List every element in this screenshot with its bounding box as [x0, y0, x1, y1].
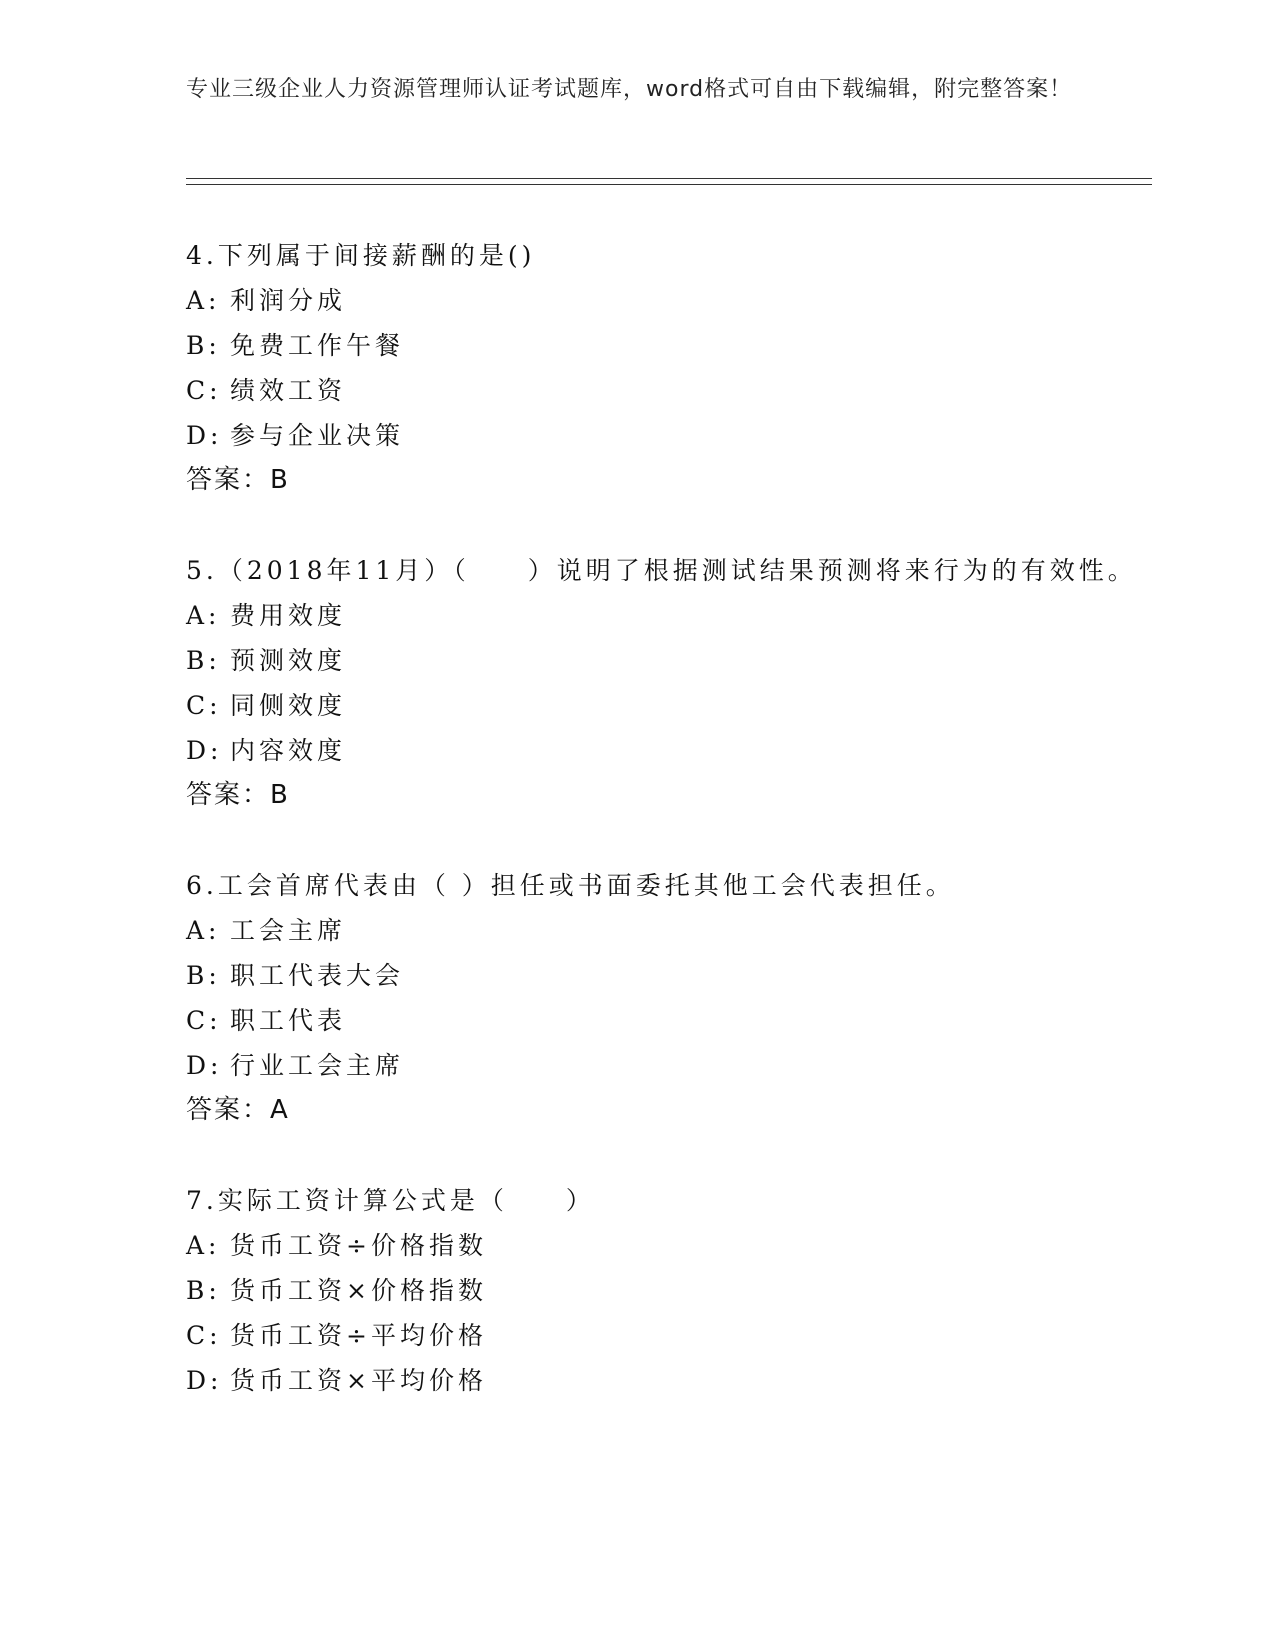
option-text: 利润分成 [230, 286, 347, 315]
option-letter: D: [186, 421, 223, 450]
question-stem: 7.实际工资计算公式是（ ） [186, 1186, 595, 1215]
option-b [186, 323, 1152, 368]
option-letter: C: [186, 1006, 222, 1035]
header-divider [186, 178, 1152, 185]
option-b [186, 953, 1152, 998]
option-letter: B: [186, 646, 221, 675]
option-text: 费用效度 [230, 601, 347, 630]
document-header: 专业三级企业人力资源管理师认证考试题库，word格式可自由下载编辑，附完整答案！ [186, 77, 1073, 102]
answer-line: 答案：A [186, 1095, 290, 1125]
option-letter: D: [186, 736, 223, 765]
option-letter: A: [186, 601, 221, 630]
option-text: 职工代表大会 [230, 961, 405, 990]
option-text: 绩效工资 [230, 376, 347, 405]
option-text: 货币工资÷价格指数 [230, 1231, 487, 1260]
option-letter: C: [186, 691, 222, 720]
option-d [186, 1358, 1152, 1403]
option-letter: A: [186, 1231, 221, 1260]
option-text: 同侧效度 [230, 691, 347, 720]
option-b [186, 638, 1152, 683]
question-stem: 5.（2018年11月）（ ）说明了根据测试结果预测将来行为的有效性。 [186, 556, 1137, 585]
option-text: 货币工资÷平均价格 [230, 1321, 487, 1350]
question-stem: 4.下列属于间接薪酬的是() [186, 241, 536, 270]
option-text: 货币工资×平均价格 [230, 1366, 487, 1395]
question-list [186, 233, 1152, 1448]
option-a [186, 278, 1152, 323]
option-d [186, 1043, 1152, 1088]
question-5 [186, 548, 1152, 818]
option-letter: C: [186, 1321, 222, 1350]
option-text: 工会主席 [230, 916, 347, 945]
question-4 [186, 233, 1152, 503]
option-letter: B: [186, 331, 221, 360]
option-c [186, 368, 1152, 413]
option-letter: D: [186, 1051, 223, 1080]
option-d [186, 413, 1152, 458]
option-c [186, 683, 1152, 728]
option-text: 预测效度 [230, 646, 347, 675]
option-text: 行业工会主席 [230, 1051, 405, 1080]
option-text: 内容效度 [230, 736, 347, 765]
option-letter: A: [186, 286, 221, 315]
option-a [186, 908, 1152, 953]
option-a [186, 593, 1152, 638]
option-letter: D: [186, 1366, 223, 1395]
option-a [186, 1223, 1152, 1268]
option-text: 职工代表 [230, 1006, 347, 1035]
answer-line: 答案：B [186, 780, 290, 810]
option-c [186, 1313, 1152, 1358]
option-c [186, 998, 1152, 1043]
option-letter: C: [186, 376, 222, 405]
option-letter: B: [186, 961, 221, 990]
question-6 [186, 863, 1152, 1133]
option-text: 参与企业决策 [230, 421, 405, 450]
answer-line: 答案：B [186, 465, 290, 495]
option-d [186, 728, 1152, 773]
option-b [186, 1268, 1152, 1313]
option-text: 货币工资×价格指数 [230, 1276, 487, 1305]
question-7 [186, 1178, 1152, 1403]
question-stem: 6.工会首席代表由（ ）担任或书面委托其他工会代表担任。 [186, 871, 955, 900]
option-letter: A: [186, 916, 221, 945]
option-text: 免费工作午餐 [230, 331, 405, 360]
option-letter: B: [186, 1276, 221, 1305]
